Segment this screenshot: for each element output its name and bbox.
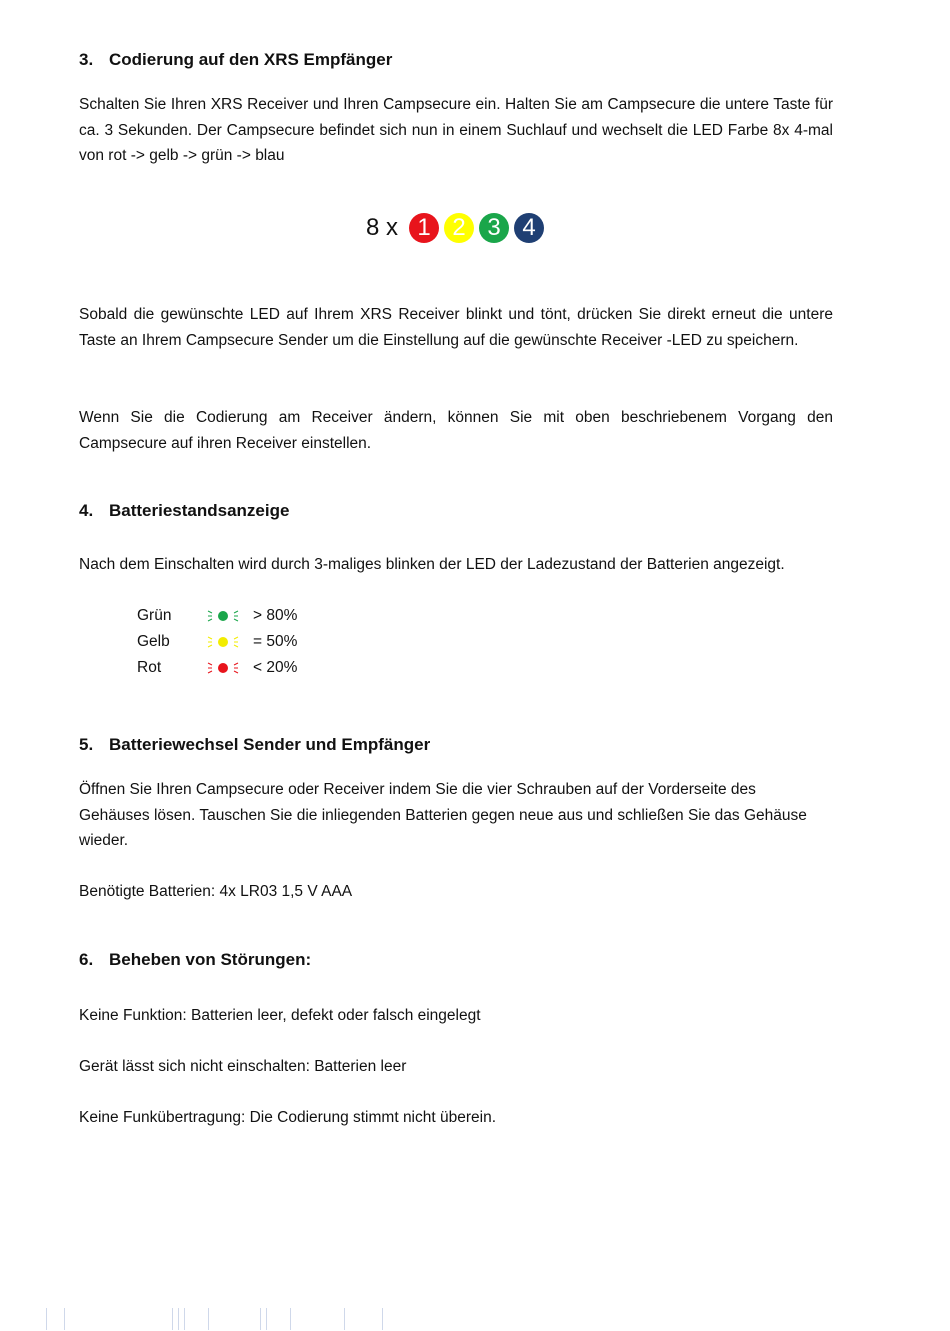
battery-level-label: Gelb bbox=[137, 633, 170, 650]
section-number: 5. bbox=[79, 735, 94, 754]
blinking-led-red-icon bbox=[207, 660, 253, 676]
battery-level-value: = 50% bbox=[253, 633, 298, 650]
section-number: 3. bbox=[79, 50, 94, 69]
battery-level-list bbox=[137, 603, 297, 681]
section-title: Codierung auf den XRS Empfänger bbox=[109, 50, 393, 69]
battery-level-row bbox=[137, 629, 297, 655]
section-5-paragraph-1: Öffnen Sie Ihren Campsecure oder Receiver indem Sie die vier Schrauben auf der Vorderseite des Gehäuses lösen. Tauschen Sie die inliegenden Batterien gegen neue aus und schließen Sie das Gehäuse wieder. bbox=[79, 781, 807, 850]
troubleshooting-item: Gerät lässt sich nicht einschalten: Batterien leer bbox=[79, 1058, 407, 1075]
troubleshooting-item: Keine Funktion: Batterien leer, defekt oder falsch eingelegt bbox=[79, 1007, 481, 1024]
led-circle-blue: 4 bbox=[514, 213, 544, 243]
led-sequence bbox=[366, 213, 544, 243]
battery-level-label: Rot bbox=[137, 659, 162, 676]
section-3-paragraph-1: Schalten Sie Ihren XRS Receiver und Ihren Campsecure ein. Halten Sie am Campsecure die untere Taste für ca. 3 Sekunden. Der Campsecure befindet sich nun in einem Suchlauf und wechselt die LED Farbe 8x 4-mal von rot -> gelb -> grün -> blau bbox=[79, 96, 833, 165]
blinking-led-green-icon bbox=[207, 608, 253, 624]
led-circle-green: 3 bbox=[479, 213, 509, 243]
troubleshooting-item: Keine Funkübertragung: Die Codierung stimmt nicht überein. bbox=[79, 1109, 497, 1126]
section-4-heading bbox=[79, 501, 289, 521]
section-3-paragraph-3: Wenn Sie die Codierung am Receiver ändern, können Sie mit oben beschriebenem Vorgang den Campsecure auf ihren Receiver einstellen. bbox=[79, 409, 833, 452]
section-5-paragraph-2: Benötigte Batterien: 4x LR03 1,5 V AAA bbox=[79, 883, 353, 900]
battery-level-value: < 20% bbox=[253, 659, 298, 676]
blinking-led-yellow-icon bbox=[207, 634, 253, 650]
led-circle-yellow: 2 bbox=[444, 213, 474, 243]
battery-level-label: Grün bbox=[137, 607, 172, 624]
section-title: Beheben von Störungen: bbox=[109, 950, 312, 969]
section-number: 6. bbox=[79, 950, 94, 969]
battery-level-value: > 80% bbox=[253, 607, 298, 624]
led-circle-red: 1 bbox=[409, 213, 439, 243]
section-3-heading bbox=[79, 50, 392, 70]
section-5-heading bbox=[79, 735, 430, 755]
section-title: Batteriestandsanzeige bbox=[109, 501, 290, 520]
section-title: Batteriewechsel Sender und Empfänger bbox=[109, 735, 431, 754]
section-4-intro: Nach dem Einschalten wird durch 3-maliges blinken der LED der Ladezustand der Batterien angezeigt. bbox=[79, 556, 785, 573]
section-number: 4. bbox=[79, 501, 94, 520]
sequence-prefix: 8 x bbox=[366, 214, 399, 241]
battery-level-row bbox=[137, 603, 297, 629]
battery-level-row bbox=[137, 655, 297, 681]
section-3-paragraph-2: Sobald die gewünschte LED auf Ihrem XRS Receiver blinkt und tönt, drücken Sie direkt erneut die untere Taste an Ihrem Campsecure Sender um die Einstellung auf die gewünschte Receiver -LED zu speichern. bbox=[79, 306, 833, 349]
section-6-heading bbox=[79, 950, 311, 970]
